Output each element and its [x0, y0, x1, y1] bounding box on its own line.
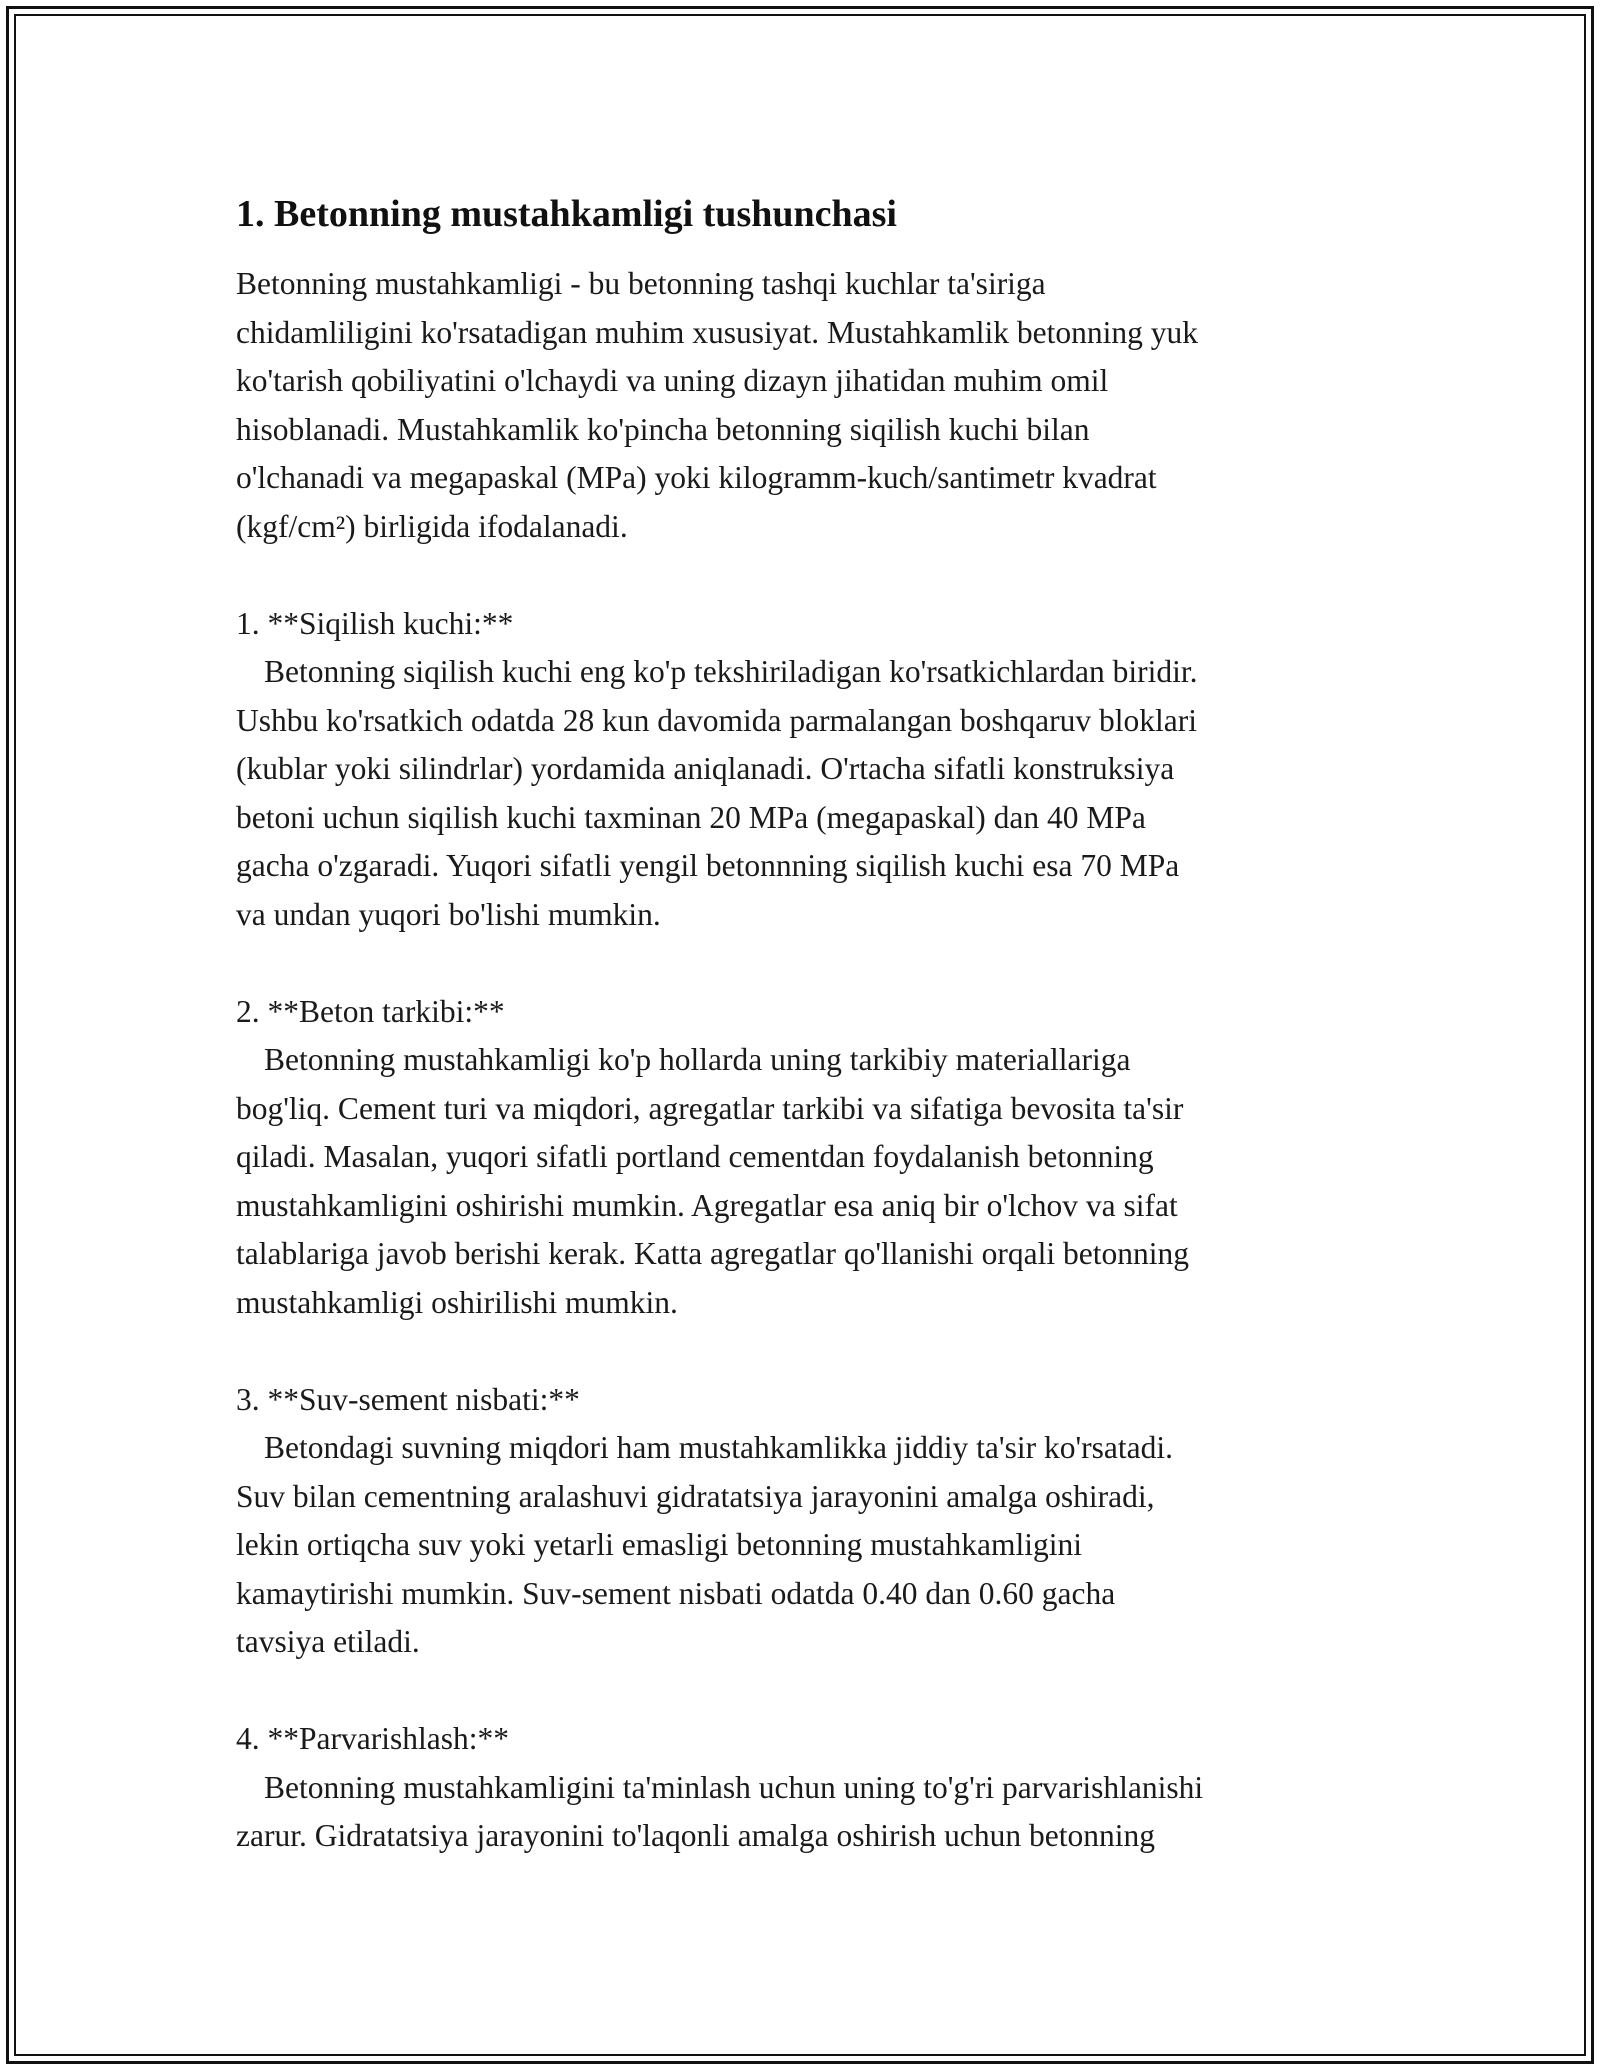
text-line: zarur. Gidratatsiya jarayonini to'laqonli amalga oshirish uchun betonning [236, 1818, 1155, 1853]
document-title: 1. Betonning mustahkamligi tushunchasi [236, 193, 897, 235]
text-line: gacha o'zgaradi. Yuqori sifatli yengil betonnning siqilish kuchi esa 70 MPa [236, 848, 1180, 883]
section-heading: 2. **Beton tarkibi:** [236, 993, 505, 1029]
text-line: tavsiya etiladi. [236, 1624, 420, 1659]
text-line: Betonning mustahkamligini ta'minlash uchun uning to'g'ri parvarishlanishi [264, 1769, 1204, 1805]
intro-paragraph [236, 260, 1366, 551]
text-line: (kublar yoki silindrlar) yordamida aniqlanadi. O'rtacha sifatli konstruksiya [236, 751, 1175, 786]
text-line: kamaytirishi mumkin. Suv-sement nisbati odatda 0.40 dan 0.60 gacha [236, 1575, 1116, 1611]
text-line: Betonning mustahkamligi ko'p hollarda uning tarkibiy materiallariga [264, 1042, 1131, 1077]
section-beton-tarkibi [236, 988, 1366, 1328]
section-heading: 4. **Parvarishlash:** [236, 1721, 509, 1756]
section-heading: 1. **Siqilish kuchi:** [236, 605, 514, 641]
text-line: Suv bilan cementning aralashuvi gidratatsiya jarayonini amalga oshiradi, [236, 1478, 1155, 1514]
text-line: ko'tarish qobiliyatini o'lchaydi va uning dizayn jihatidan muhim omil [236, 363, 1109, 398]
section-siqilish-kuchi [236, 600, 1366, 940]
text-line: Ushbu ko'rsatkich odatda 28 kun davomida parmalangan boshqaruv bloklari [236, 702, 1197, 738]
text-line: va undan yuqori bo'lishi mumkin. [236, 896, 661, 932]
text-line: lekin ortiqcha suv yoki yetarli emasligi betonning mustahkamligini [236, 1527, 1082, 1562]
document-body [236, 190, 1366, 1861]
text-line: Betondagi suvning miqdori ham mustahkamlikka jiddiy ta'sir ko'rsatadi. [264, 1430, 1173, 1465]
text-line: o'lchanadi va megapaskal (MPa) yoki kilogramm-kuch/santimetr kvadrat [236, 460, 1157, 495]
text-line: betoni uchun siqilish kuchi taxminan 20 MPa (megapaskal) dan 40 MPa [236, 799, 1146, 835]
text-line: Betonning siqilish kuchi eng ko'p tekshiriladigan ko'rsatkichlardan biridir. [264, 654, 1198, 689]
text-line: chidamliligini ko'rsatadigan muhim xususiyat. Mustahkamlik betonning yuk [236, 314, 1198, 350]
text-line: (kgf/cm²) birligida ifodalanadi. [236, 508, 628, 544]
text-line: hisoblanadi. Mustahkamlik ko'pincha betonning siqilish kuchi bilan [236, 411, 1090, 447]
text-line: mustahkamligi oshirilishi mumkin. [236, 1284, 678, 1320]
text-line: talablariga javob berishi kerak. Katta agregatlar qo'llanishi orqali betonning [236, 1236, 1189, 1271]
text-line: Betonning mustahkamligi - bu betonning tashqi kuchlar ta'siriga [236, 266, 1046, 301]
section-heading: 3. **Suv-sement nisbati:** [236, 1381, 580, 1417]
text-line: bog'liq. Cement turi va miqdori, agregatlar tarkibi va sifatiga bevosita ta'sir [236, 1090, 1184, 1126]
text-line: mustahkamligini oshirishi mumkin. Agregatlar esa aniq bir o'lchov va sifat [236, 1187, 1178, 1223]
section-suv-sement-nisbati [236, 1376, 1366, 1667]
text-line: qiladi. Masalan, yuqori sifatli portland cementdan foydalanish betonning [236, 1139, 1154, 1174]
section-parvarishlash [236, 1715, 1366, 1861]
